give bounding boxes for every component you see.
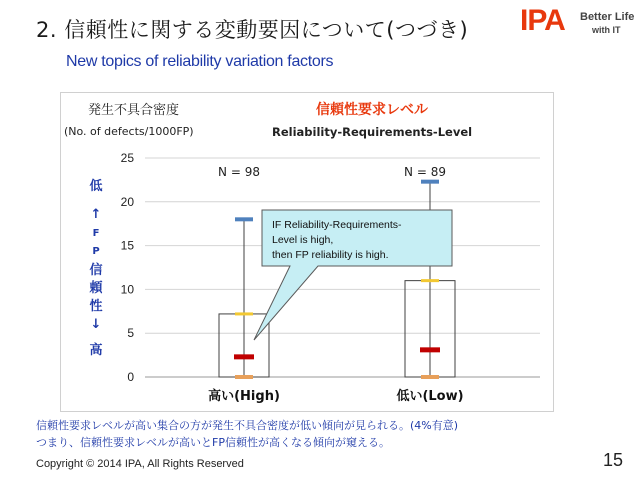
side-label-char: 性: [89, 299, 103, 314]
footnote: [36, 417, 458, 451]
logo-text: IPA: [520, 4, 565, 37]
q3-marker: [421, 279, 439, 282]
n-labels: [218, 165, 446, 179]
mean-marker: [234, 354, 254, 359]
side-label-char: 信: [89, 263, 103, 278]
side-label-char: ↓: [90, 317, 102, 332]
side-label-char: F: [92, 228, 100, 239]
median-marker: [235, 375, 253, 379]
y-tick-label: 0: [127, 370, 134, 384]
side-label-char: 頼: [89, 281, 103, 296]
y-tick-label: 5: [127, 326, 134, 341]
y-tick-label: 25: [120, 151, 134, 165]
logo-tagline-1: Better Life: [580, 11, 635, 23]
grid-lines: [145, 158, 540, 377]
n-label: N = 98: [218, 165, 260, 179]
ylabel-line2: (No. of defects/1000FP): [64, 125, 194, 138]
y-side-label: [88, 178, 103, 358]
slide-subtitle: New topics of reliability variation factors: [66, 53, 334, 70]
mean-marker: [420, 347, 440, 352]
y-tick-label: 15: [120, 238, 134, 253]
legend-title-en: Reliability-Requirements-Level: [272, 125, 473, 139]
n-label: N = 89: [404, 165, 446, 179]
q3-marker: [235, 312, 253, 315]
x-category-labels: [208, 388, 463, 404]
legend-title-jp: 信頼性要求レベル: [316, 102, 428, 118]
footnote-line2: つまり、信頼性要求レベルが高いとFP信頼性が高くなる傾向が窺える。: [36, 436, 390, 449]
page-number: 15: [603, 450, 624, 470]
side-label-char: 低: [89, 179, 103, 194]
x-category-label: 高い(High): [208, 389, 280, 404]
x-category-label: 低い(Low): [396, 389, 464, 404]
side-label-char: P: [92, 246, 100, 257]
y-tick-labels: [121, 151, 135, 384]
side-label-char: ↑: [90, 207, 102, 222]
callout-line2: Level is high,: [272, 234, 334, 246]
side-label-char: 高: [89, 343, 103, 358]
ylabel-line1: 発生不具合密度: [88, 103, 180, 118]
max-marker: [235, 217, 253, 221]
callout: [254, 210, 452, 340]
callout-line3: then FP reliability is high.: [272, 249, 389, 261]
callout-line1: IF Reliability-Requirements-: [272, 219, 402, 231]
footnote-line1: 信頼性要求レベルが高い集合の方が発生不具合密度が低い傾向が見られる。(4%有意): [36, 419, 459, 432]
copyright: Copyright © 2014 IPA, All Rights Reserved: [36, 458, 244, 470]
y-tick-label: 20: [120, 194, 134, 209]
logo-tagline-2: with IT: [592, 25, 621, 35]
y-tick-label: 10: [120, 282, 134, 297]
median-marker: [421, 375, 439, 379]
max-marker: [421, 180, 439, 184]
slide-title: 2. 信頼性に関する変動要因について(つづき): [36, 18, 469, 42]
